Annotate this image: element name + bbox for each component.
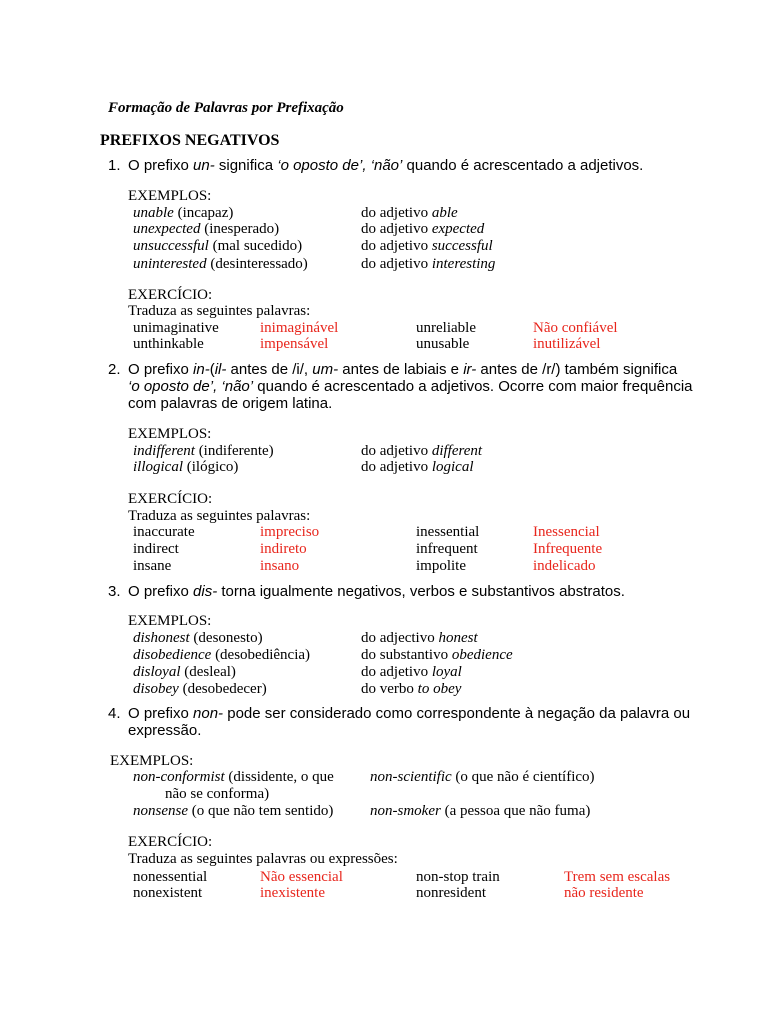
example-word: uninterested (desinteressado) <box>133 256 308 272</box>
exercise-answer: indelicado <box>533 558 596 574</box>
example-word: non-conformist (dissidente, o que <box>133 769 334 785</box>
example-word: disloyal (desleal) <box>133 664 236 680</box>
section-2-intro-line-2: ‘o oposto de’, ‘não’ quando é acrescentado a adjetivos. Ocorre com maior frequência <box>128 378 693 395</box>
example-word: indifferent (indiferente) <box>133 443 274 459</box>
exercise-answer: Não essencial <box>260 869 343 885</box>
exercise-word: inaccurate <box>133 524 195 540</box>
section-3-intro: O prefixo dis- torna igualmente negativos, verbos e substantivos abstratos. <box>128 583 625 600</box>
exercise-word: unimaginative <box>133 320 219 336</box>
exercise-word: nonessential <box>133 869 208 885</box>
example-source: do adjetivo successful <box>361 238 493 254</box>
exercise-answer: Infrequente <box>533 541 603 557</box>
exercise-answer: impensável <box>260 336 329 352</box>
exercise-word: unreliable <box>416 320 476 336</box>
exercise-answer: insano <box>260 558 300 574</box>
exercise-label: EXERCÍCIO: <box>128 287 213 303</box>
example-word: unsuccessful (mal sucedido) <box>133 238 303 254</box>
example-word: non-scientific (o que não é científico) <box>370 769 595 785</box>
example-word: disobedience (desobediência) <box>133 647 311 663</box>
exercise-answer: Não confiável <box>533 320 618 336</box>
examples-label: EXEMPLOS: <box>128 188 212 204</box>
section-number-3: 3. <box>108 583 121 600</box>
example-source: do adjetivo different <box>361 443 483 459</box>
document-title: Formação de Palavras por Prefixação <box>108 100 344 116</box>
exercise-answer: Inessencial <box>533 524 600 540</box>
exercise-word: insane <box>133 558 172 574</box>
exercise-answer: inexistente <box>260 885 325 901</box>
example-gloss-continued: não se conforma) <box>165 786 270 802</box>
example-source: do adjetivo expected <box>361 221 485 237</box>
exercise-answer: inutilizável <box>533 336 601 352</box>
section-number-2: 2. <box>108 361 121 378</box>
example-word: unable (incapaz) <box>133 205 234 221</box>
exercise-instruction: Traduza as seguintes palavras ou expressões: <box>128 851 398 867</box>
exercise-label: EXERCÍCIO: <box>128 491 213 507</box>
section-number-4: 4. <box>108 705 121 722</box>
exercise-word: nonexistent <box>133 885 203 901</box>
exercise-word: infrequent <box>416 541 478 557</box>
exercise-word: indirect <box>133 541 179 557</box>
exercise-word: unthinkable <box>133 336 204 352</box>
example-source: do adjetivo able <box>361 205 458 221</box>
exercise-answer: inimaginável <box>260 320 339 336</box>
exercise-instruction: Traduza as seguintes palavras: <box>128 303 311 319</box>
example-word: nonsense (o que não tem sentido) <box>133 803 334 819</box>
exercise-label: EXERCÍCIO: <box>128 834 213 850</box>
example-source: do adjetivo interesting <box>361 256 496 272</box>
section-number-1: 1. <box>108 157 121 174</box>
exercise-word: inessential <box>416 524 480 540</box>
section-2-intro-line-3: com palavras de origem latina. <box>128 395 333 412</box>
section-4-intro-line-2: expressão. <box>128 722 202 739</box>
exercise-word: nonresident <box>416 885 486 901</box>
example-word: disobey (desobedecer) <box>133 681 267 697</box>
example-source: do adjectivo honest <box>361 630 478 646</box>
example-source: do adjetivo loyal <box>361 664 462 680</box>
exercise-word: impolite <box>416 558 466 574</box>
exercise-answer: indireto <box>260 541 307 557</box>
exercise-answer: Trem sem escalas <box>564 869 671 885</box>
exercise-answer: não residente <box>564 885 644 901</box>
example-source: do adjetivo logical <box>361 459 474 475</box>
exercise-word: non-stop train <box>416 869 500 885</box>
example-word: dishonest (desonesto) <box>133 630 263 646</box>
section-4-intro-line-1: O prefixo non- pode ser considerado como correspondente à negação da palavra ou <box>128 705 691 722</box>
section-2-intro-line-1: O prefixo in-(il- antes de /i/, um- antes de labiais e ir- antes de /r/) também significa <box>128 361 678 378</box>
section-heading: PREFIXOS NEGATIVOS <box>100 132 280 149</box>
examples-label: EXEMPLOS: <box>128 426 212 442</box>
example-word: illogical (ilógico) <box>133 459 239 475</box>
exercise-instruction: Traduza as seguintes palavras: <box>128 508 311 524</box>
section-1-intro: O prefixo un- significa ‘o oposto de’, ‘não’ quando é acrescentado a adjetivos. <box>128 157 644 174</box>
examples-label: EXEMPLOS: <box>128 613 212 629</box>
exercise-word: unusable <box>416 336 470 352</box>
example-source: do substantivo obedience <box>361 647 513 663</box>
exercise-answer: impreciso <box>260 524 320 540</box>
examples-label: EXEMPLOS: <box>110 753 194 769</box>
example-word: unexpected (inesperado) <box>133 221 280 237</box>
example-word: non-smoker (a pessoa que não fuma) <box>370 803 591 819</box>
example-source: do verbo to obey <box>361 681 462 697</box>
